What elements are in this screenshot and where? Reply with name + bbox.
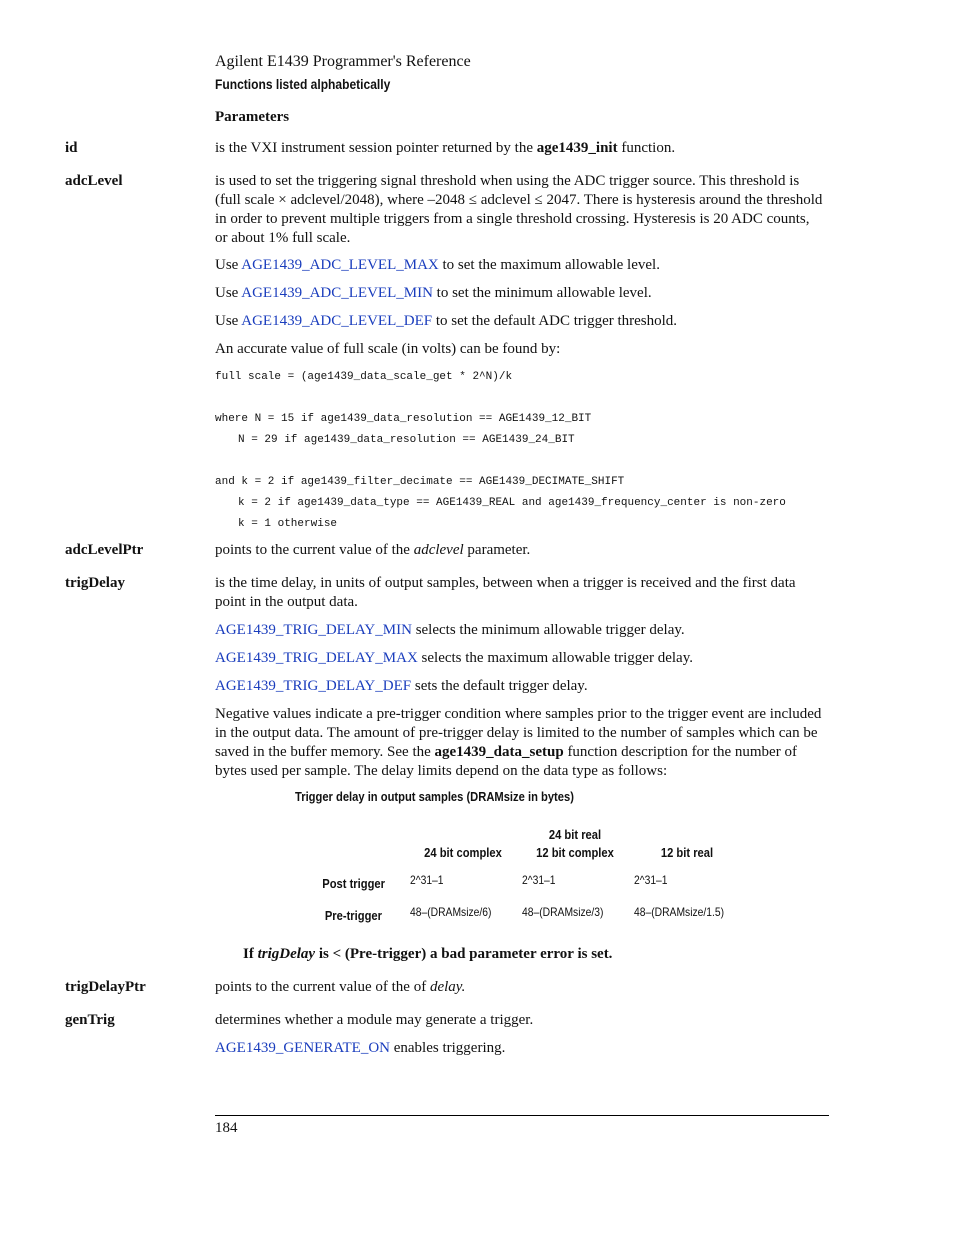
code-line: N = 29 if age1439_data_resolution == AGE1439_24_BIT bbox=[238, 434, 575, 446]
table-cell: 48–(DRAMsize/6) bbox=[410, 905, 492, 919]
col-header-12bit-complex: 12 bit complex bbox=[536, 845, 614, 860]
param-adclevelptr-term: adcLevelPtr bbox=[65, 542, 144, 558]
adc-level-def-line: Use AGE1439_ADC_LEVEL_DEF to set the default ADC trigger threshold. bbox=[215, 313, 678, 329]
code-line: k = 1 otherwise bbox=[238, 518, 338, 530]
table-cell: 48–(DRAMsize/1.5) bbox=[634, 905, 725, 919]
trig-delay-min-line: AGE1439_TRIG_DELAY_MIN selects the minimum allowable trigger delay. bbox=[215, 622, 685, 638]
link-adc-level-min[interactable]: AGE1439_ADC_LEVEL_MIN bbox=[241, 285, 433, 301]
link-trig-delay-min[interactable]: AGE1439_TRIG_DELAY_MIN bbox=[215, 622, 412, 638]
param-trigdelayptr-desc: points to the current value of the of delay. bbox=[215, 979, 466, 995]
code-line: where N = 15 if age1439_data_resolution == AGE1439_12_BIT bbox=[215, 413, 592, 425]
page-number: 184 bbox=[215, 1120, 238, 1136]
param-adclevelptr-desc: points to the current value of the adclevel parameter. bbox=[215, 542, 531, 558]
adc-level-min-line: Use AGE1439_ADC_LEVEL_MIN to set the minimum allowable level. bbox=[215, 285, 652, 301]
col-header-12bit-real: 12 bit real bbox=[660, 845, 714, 860]
col-header-24bit-complex: 24 bit complex bbox=[424, 845, 502, 860]
pre-trigger-error-note: If trigDelay is < (Pre-trigger) a bad parameter error is set. bbox=[243, 946, 613, 962]
table-cell: 2^31–1 bbox=[634, 873, 668, 887]
adc-level-max-line: Use AGE1439_ADC_LEVEL_MAX to set the maximum allowable level. bbox=[215, 257, 660, 273]
param-id-term: id bbox=[65, 140, 78, 156]
trig-delay-def-line: AGE1439_TRIG_DELAY_DEF sets the default trigger delay. bbox=[215, 678, 588, 694]
param-trigdelay-term: trigDelay bbox=[65, 575, 125, 591]
full-scale-intro: An accurate value of full scale (in volts) can be found by: bbox=[215, 341, 561, 357]
param-adclevel-term: adcLevel bbox=[65, 173, 123, 189]
link-trig-delay-max[interactable]: AGE1439_TRIG_DELAY_MAX bbox=[215, 650, 418, 666]
param-gentrig-term: genTrig bbox=[65, 1012, 115, 1028]
table-cell: 2^31–1 bbox=[522, 873, 556, 887]
link-adc-level-max[interactable]: AGE1439_ADC_LEVEL_MAX bbox=[241, 257, 439, 273]
running-header-title: Agilent E1439 Programmer's Reference bbox=[215, 53, 471, 70]
param-gentrig-desc: determines whether a module may generate a trigger. bbox=[215, 1012, 534, 1028]
row-label-pre-trigger: Pre-trigger bbox=[324, 908, 382, 923]
table-cell: 48–(DRAMsize/3) bbox=[522, 905, 604, 919]
table-cell: 2^31–1 bbox=[410, 873, 444, 887]
trig-delay-max-line: AGE1439_TRIG_DELAY_MAX selects the maximum allowable trigger delay. bbox=[215, 650, 693, 666]
table-caption: Trigger delay in output samples (DRAMsize in bytes) bbox=[295, 789, 574, 804]
param-trigdelayptr-term: trigDelayPtr bbox=[65, 979, 146, 995]
negative-values-paragraph: Negative values indicate a pre-trigger condition where samples prior to the trigger event are included in the output data. The amount of pre-trigger delay is limited to the number of samples which can be saved in the buffer memory. See the age1439_data_setup function description for the number of bytes used per sample. The delay limits depend on the data type as follows: bbox=[215, 706, 822, 779]
generate-on-line: AGE1439_GENERATE_ON enables triggering. bbox=[215, 1040, 506, 1056]
code-line: and k = 2 if age1439_filter_decimate == AGE1439_DECIMATE_SHIFT bbox=[215, 476, 625, 488]
running-header-subtitle: Functions listed alphabetically bbox=[215, 76, 391, 92]
row-label-post-trigger: Post trigger bbox=[322, 876, 385, 891]
code-line: full scale = (age1439_data_scale_get * 2^N)/k bbox=[215, 371, 513, 383]
param-trigdelay-desc: is the time delay, in units of output samples, between when a trigger is received and the first data point in the output data. bbox=[215, 575, 796, 610]
link-trig-delay-def[interactable]: AGE1439_TRIG_DELAY_DEF bbox=[215, 678, 412, 694]
code-line: k = 2 if age1439_data_type == AGE1439_REAL and age1439_frequency_center is non-zero bbox=[238, 497, 786, 509]
param-id-desc: is the VXI instrument session pointer returned by the age1439_init function. bbox=[215, 140, 676, 156]
func-age1439-data-setup: age1439_data_setup bbox=[434, 744, 564, 760]
parameters-heading: Parameters bbox=[215, 109, 290, 125]
func-age1439-init: age1439_init bbox=[536, 140, 618, 156]
param-adclevel-desc: is used to set the triggering signal threshold when using the ADC trigger source. This threshold is (full scale × adclevel/2048), where –2048 ≤ adclevel ≤ 2047. There is hysteresis around the threshold in order to prevent multiple triggers from a single threshold crossing. Hysteresis is 20 ADC counts, or about 1% full scale. bbox=[215, 173, 823, 246]
link-generate-on[interactable]: AGE1439_GENERATE_ON bbox=[215, 1040, 390, 1056]
footer-rule bbox=[215, 1115, 829, 1116]
col-header-24bit-real: 24 bit real bbox=[548, 827, 602, 842]
link-adc-level-def[interactable]: AGE1439_ADC_LEVEL_DEF bbox=[241, 313, 433, 329]
